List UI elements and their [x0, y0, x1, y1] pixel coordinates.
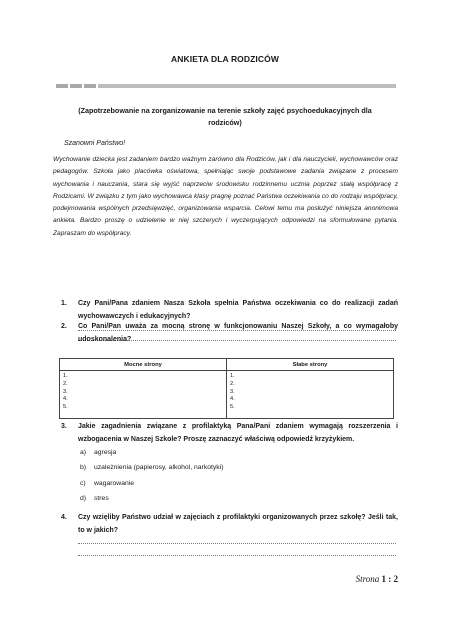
- weaknesses-cell[interactable]: [227, 371, 394, 419]
- row-number: 4.: [63, 396, 68, 403]
- option-label: agresja: [94, 449, 117, 456]
- divider-segment: [84, 84, 96, 88]
- question-number: 2.: [61, 323, 67, 330]
- option-item[interactable]: [80, 447, 223, 462]
- divider-segment: [56, 84, 68, 88]
- table-header-strengths: Mocne strony: [60, 359, 227, 371]
- option-letter: c): [80, 479, 86, 487]
- question-number: 1.: [61, 300, 67, 307]
- question-text: Co Pani/Pan uważa za mocną stronę w funkcjonowaniu Naszej Szkoły, a co wymagałoby udoskonalenia?: [78, 323, 398, 343]
- question-text: Czy Pani/Pana zdaniem Nasza Szkoła spełnia Państwa oczekiwania co do realizacji zadań wychowawczych i edukacyjnych?: [78, 300, 398, 320]
- option-item[interactable]: [80, 493, 223, 508]
- footer-label: Strona: [355, 574, 380, 584]
- question-2: [53, 321, 398, 346]
- document-subtitle: (Zapotrzebowanie na zorganizowanie na terenie szkoły zajęć psychoedukacyjnych dla rodziców): [78, 106, 372, 127]
- option-label: stres: [94, 494, 109, 502]
- question-3: [53, 421, 398, 446]
- document-title: ANKIETA DLA RODZICÓW: [171, 54, 279, 64]
- question-1: [53, 298, 398, 323]
- footer-page-number: 1: [381, 574, 386, 584]
- intro-paragraph: Wychowanie dziecka jest zadaniem bardzo ważnym zarówno dla Rodziców, jak i dla nauczycieli, wychowawców oraz pedagogów. Szkoła jako placówka oświatowa, spełniając swoje podstawowe zadania związane z procesem wychowania i nauczania, stara się wyjść naprzeciw środowisku rodzinnemu ucznia poprzez stałą współpracę z Rodzicami. W związku z tym jako wychowawca klasy pragnę poznać Państwa oczekiwania co do rodzaju współpracy, podejmowania wspólnych przedsięwzięć, organizowania wsparcia. Celowi temu ma posłużyć niniejsza anonimowa ankieta. Bardzo proszę o udzielenie w niej szczerych i wyczerpujących odpowiedzi na sformułowane pytania. Zapraszam do współpracy.: [53, 156, 398, 237]
- row-number: 1.: [63, 373, 68, 379]
- answer-line[interactable]: [78, 543, 396, 544]
- option-letter: d): [80, 494, 87, 502]
- option-label: uzależnienia (papierosy, alkohol, narkotyki): [94, 464, 224, 472]
- question-4: [53, 512, 398, 537]
- row-number: 2.: [230, 380, 235, 387]
- row-number: 4.: [230, 396, 235, 403]
- strengths-cell[interactable]: [60, 371, 227, 419]
- question-text: Jakie zagadnienia związane z profilaktyką Pana/Pani zdaniem wymagają rozszerzenia i wzbogacenia w Naszej Szkole? Proszę zaznaczyć właściwą odpowiedź krzyżykiem.: [78, 423, 398, 443]
- row-number: 1.: [230, 373, 235, 379]
- question-number: 4.: [61, 514, 67, 521]
- divider-segment: [70, 84, 82, 88]
- header-divider: [56, 84, 396, 88]
- page-footer: [356, 574, 398, 584]
- option-label: wagarowanie: [94, 479, 135, 487]
- footer-separator: :: [388, 574, 392, 584]
- table-header-weaknesses: Słabe strony: [227, 359, 394, 371]
- row-number: 5.: [63, 404, 68, 411]
- strengths-weaknesses-table: [59, 358, 394, 419]
- row-number: 2.: [63, 380, 68, 387]
- divider-line: [98, 84, 396, 88]
- option-letter: a): [80, 449, 87, 456]
- question-3-options: [80, 447, 223, 508]
- question-text: Czy wzięliby Państwo udział w zajęciach z profilaktyki organizowanych przez szkołę? Jeśli tak, to w jakich?: [78, 514, 398, 534]
- option-item[interactable]: [80, 478, 223, 493]
- row-number: 3.: [230, 388, 235, 395]
- row-number: 3.: [63, 388, 68, 395]
- option-item[interactable]: [80, 462, 223, 477]
- option-letter: b): [80, 464, 87, 472]
- answer-line[interactable]: [78, 555, 396, 556]
- question-number: 3.: [61, 423, 67, 430]
- row-number: 5.: [230, 404, 235, 411]
- footer-page-total: 2: [393, 574, 398, 584]
- greeting: Szanowni Państwo!: [64, 140, 126, 147]
